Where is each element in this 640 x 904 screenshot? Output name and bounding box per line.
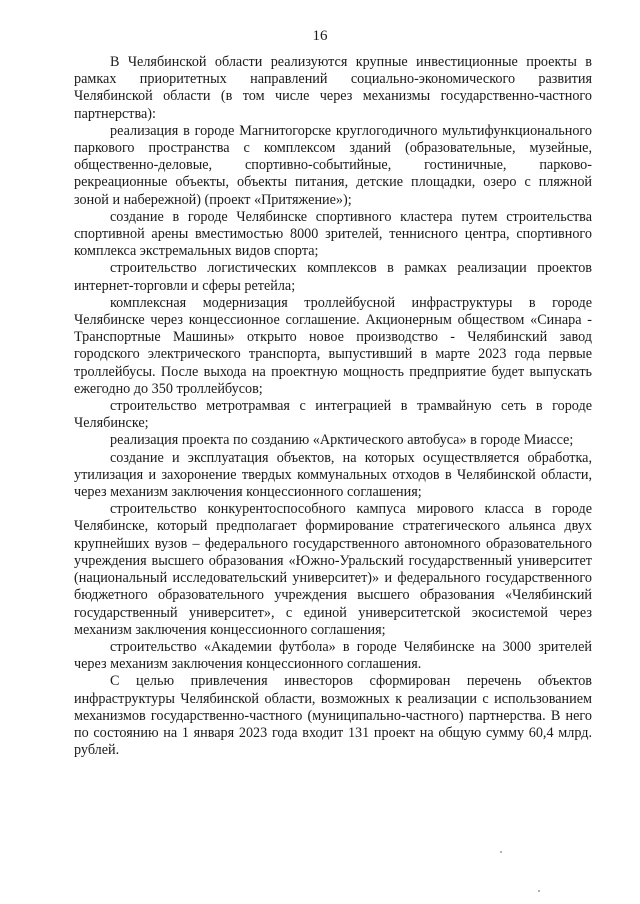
paragraph-investors: С целью привлечения инвесторов сформирован перечень объектов инфраструктуры Челябинской области, возможных к реализации с использованием механизмов государственно-частного (муниципально-частного) партнерства. В него по состоянию на 1 января 2023 года входит 131 проект на общую сумму 60,4 млрд. рублей. [74,673,592,759]
paragraph-trolleybus: комплексная модернизация троллейбусной инфраструктуры в городе Челябинске через концессионное соглашение. Акционерным обществом «Синара - Транспортные Машины» открыто новое производство - Челябинский завод городского электрического транспорта, выпустивший в марте 2023 года первые троллейбусы. После выхода на проектную мощность предприятие будет выпускать ежегодно до 350 троллейбусов; [74,294,592,397]
paragraph-sports-cluster: создание в городе Челябинске спортивного кластера путем строительства спортивной арены вместимостью 8000 зрителей, теннисного центра, спортивного комплекса экстремальных видов спорта; [74,208,592,260]
paragraph-football-academy: строительство «Академии футбола» в городе Челябинске на 3000 зрителей через механизм заключения концессионного соглашения. [74,638,592,673]
body-text [74,54,592,759]
paragraph-logistics: строительство логистических комплексов в рамках реализации проектов интернет-торговли и сферы ретейла; [74,260,592,294]
paragraph-metrotram: строительство метротрамвая с интеграцией в трамвайную сеть в городе Челябинске; [74,398,592,432]
page-number: 16 [312,28,328,44]
scan-speck [538,890,540,892]
paragraph-waste: создание и эксплуатация объектов, на которых осуществляется обработка, утилизация и захоронение твердых коммунальных отходов в Челябинской области, через механизм заключения концессионного соглашения; [74,449,592,501]
paragraph-intro: В Челябинской области реализуются крупные инвестиционные проекты в рамках приоритетных направлений социально-экономического развития Челябинской области (в том числе через механизмы государственно-частного партнерства): [74,54,592,122]
scan-speck [500,851,502,853]
paragraph-arctic-bus: реализация проекта по созданию «Арктического автобуса» в городе Миассе; [110,432,574,449]
paragraph-campus: строительство конкурентоспособного кампуса мирового класса в городе Челябинске, который предполагает формирование стратегического альянса двух крупнейших вузов – федерального государственного автономного образовательного учреждения высшего образования «Южно-Уральский государственный университет (национальный исследовательский университет)» и федерального государственного бюджетного образовательного учреждения высшего образования «Челябинский государственный университет», с единой университетской экосистемой через механизм заключения концессионного соглашения; [74,501,592,638]
paragraph-magnitogorsk-park: реализация в городе Магнитогорске круглогодичного мультифункционального паркового пространства с комплексом зданий (образовательные, музейные, общественно-деловые, спортивно-событийные, гостиничные, парково-рекреационные объекты, объекты питания, детские площадки, озеро с пляжной зоной и набережной) (проект «Притяжение»); [74,122,592,208]
